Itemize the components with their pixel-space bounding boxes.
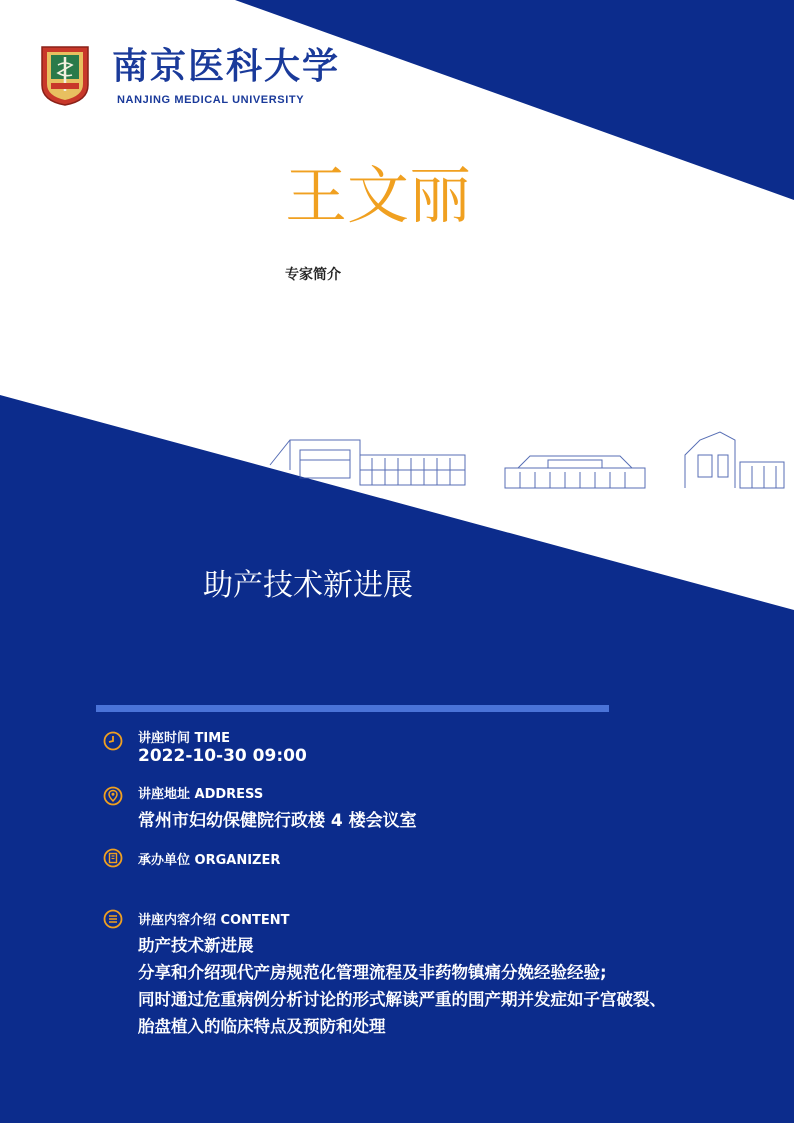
organizer-label: 承办单位 ORGANIZER (138, 853, 281, 868)
content-label: 讲座内容介绍 CONTENT (138, 913, 290, 928)
campus-buildings-illustration (270, 432, 784, 488)
content-line: 分享和介绍现代产房规范化管理流程及非药物镇痛分娩经验经验; (138, 963, 607, 982)
clock-icon (103, 731, 123, 751)
expert-name: 王文丽 (285, 159, 472, 232)
content-line: 助产技术新进展 (138, 936, 254, 955)
university-name-en: NANJING MEDICAL UNIVERSITY (117, 94, 305, 106)
university-name-cn: 南京医科大学 (112, 45, 341, 87)
lecture-title: 助产技术新进展 (203, 568, 413, 603)
university-emblem (40, 45, 90, 107)
divider-bar (96, 705, 609, 712)
time-label: 讲座时间 TIME (138, 731, 231, 746)
building-icon (103, 848, 123, 868)
location-pin-icon (103, 786, 123, 806)
address-label: 讲座地址 ADDRESS (138, 787, 264, 802)
expert-intro-label: 专家简介 (285, 267, 341, 283)
address-value: 常州市妇幼保健院行政楼 4 楼会议室 (138, 811, 417, 831)
content-line: 胎盘植入的临床特点及预防和处理 (138, 1017, 386, 1036)
content-line: 同时通过危重病例分析讨论的形式解读严重的围产期并发症如子宫破裂、 (138, 990, 666, 1009)
document-list-icon (103, 909, 123, 929)
content-description (138, 932, 758, 1040)
time-value: 2022-10-30 09:00 (138, 746, 307, 766)
